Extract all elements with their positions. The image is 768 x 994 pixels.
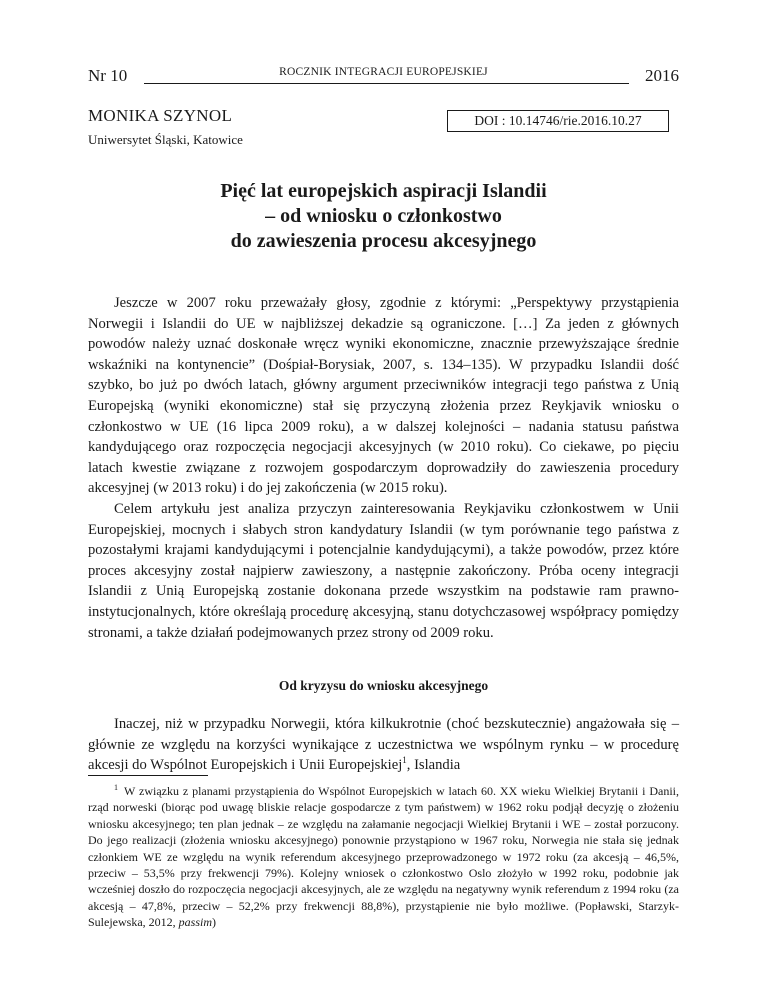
footnote-number: 1 [114,783,118,792]
title-line: Pięć lat europejskich aspiracji Islandii [220,180,547,202]
section-heading: Od kryzysu do wniosku akcesyjnego [278,678,489,693]
article-body [88,293,679,643]
author-affiliation: Uniwersytet Śląski, Katowice [88,132,243,147]
paragraph [88,714,679,776]
paragraph: Celem artykułu jest analiza przyczyn zainteresowania Reykjaviku członkostwem w Unii Europejskiej, mocnych i słabych stron kandydatury Islandii (w tym porównanie tego państwa z pozostałymi krajami kandydującymi i potencjalnie kandydującymi), a także powodów, przez które proces akcesyjny został najpierw zawieszony, a następnie zakończony. Próba oceny integracji Islandii z Unią Europejską zostanie dokonana przede wszystkim na podstawie ram prawno-instytucjonalnych, które określają procedurę akcesyjną, stanu dotychczasowej współpracy pomiędzy stronami, a także działań podejmowanych przez strony od 2009 roku. [88,500,679,641]
paragraph-text: Inaczej, niż w przypadku Norwegii, która kilkukrotnie (choć bezskutecznie) angażowała się – głównie ze względu na korzyści wynikające z uczestnictwa we wspólnym rynku – w procedurę akcesji do Wspólnot Europejskich i Unii Europejskiej [88,716,679,774]
footnote-separator [88,775,208,776]
footnote-end: ) [212,915,216,930]
footnote-passim: passim [178,915,212,930]
title-line: – od wniosku o członkostwo [265,205,502,227]
header-rule [144,83,629,84]
article-body-continued [88,714,679,776]
paragraph: Jeszcze w 2007 roku przeważały głosy, zgodnie z którymi: „Perspektywy przystąpienia Norwegii i Islandii do UE w najbliższej dekadzie są ograniczone. […] Za jeden z głównych powodów należy uznać doskonałe wręcz wyniki ekonomiczne, znacznie przewyższające średnie wskaźniki na kontynencie” (Dośpiał-Borysiak, 2007, s. 134–135). W przypadku Islandii dość szybko, bo już po dwóch latach, główny argument przeciwników integracji tego państwa z Unią Europejską (wyniki ekonomiczne) stał się przyczyną złożenia przez Reykjavik wniosku o członkostwo w UE (16 lipca 2009 roku), a w dalszej kolejności – nadania statusu państwa kandydującego oraz rozpoczęcia negocjacji akcesyjnych (w 2010 roku). Co ciekawe, po pięciu latach kwestie związane z rozwojem gospodarczym doprowadziły do zawieszenia procedury akcesyjnej (w 2013 roku) i do jej zakończenia (w 2015 roku). [88,295,679,497]
journal-name: ROCZNIK INTEGRACJI EUROPEJSKIEJ [279,66,488,78]
doi-box: DOI : 10.14746/rie.2016.10.27 [447,110,669,132]
running-header [88,66,679,90]
title-line: do zawieszenia procesu akcesyjnego [230,230,537,252]
author-name: MONIKA SZYNOL [88,106,233,125]
article-title [88,179,679,254]
issue-year: 2016 [645,66,679,85]
footnote [88,780,679,931]
issue-number: Nr 10 [88,66,128,85]
paragraph-tail: , Islandia [406,757,461,774]
footnote-paragraph [88,780,679,931]
footnote-reference[interactable]: 1 [402,755,407,766]
footnote-text: W związku z planami przystąpienia do Wspólnot Europejskich w latach 60. XX wieku Wielkiej Brytanii i Danii, rząd norweski (biorąc pod uwagę bliskie relacje gospodarcze z tym państwem) w 1962 roku podjął decyzję o złożeniu wniosku akcesyjnego; ten plan jednak – ze względu na załamanie negocjacji Wielkiej Brytanii i WE – został porzucony. Do jego realizacji (złożenia wniosku akcesyjnego) ponownie przystąpiono w 1967 roku, Norwegia nie stała się jednak członkiem WE ze względu na wynik referendum akcesyjnego przeprowadzonego w 1972 roku (za akcesją – 46,5%, przeciw – 53,5% przy frekwencji 79%). Kolejny wniosek o członkostwo Oslo złożyło w 1992 roku, podobnie jak wcześniej doszło do rozpoczęcia negocjacji akcesyjnych, ale ze względu na negatywny wynik referendum z 1994 roku (za akcesją – 47,8%, przeciw – 52,2% przy frekwencji 88,8%), przystąpienie nie było możliwe. (Popławski, Starzyk-Sulejewska, 2012, [88,784,679,930]
